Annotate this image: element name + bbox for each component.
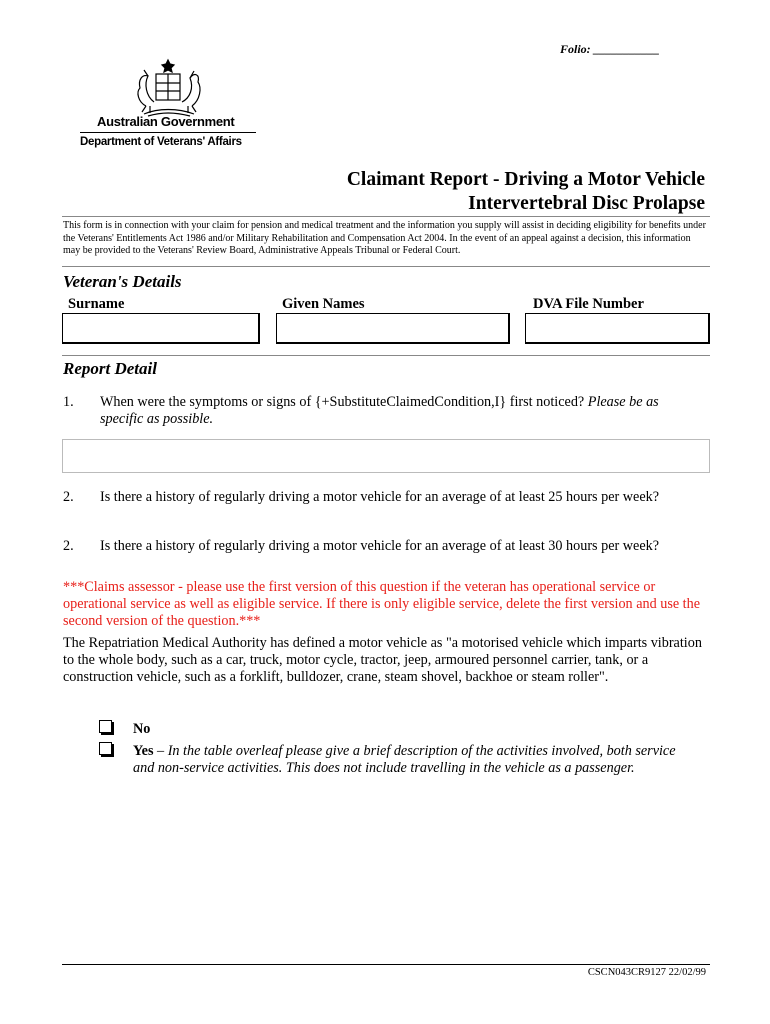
question-2a-number: 2. bbox=[63, 489, 74, 505]
report-detail-heading: Report Detail bbox=[63, 359, 157, 378]
question-1-number: 1. bbox=[63, 394, 74, 410]
title-line-2: Intervertebral Disc Prolapse bbox=[468, 193, 705, 214]
motor-vehicle-definition: The Repatriation Medical Authority has defined a motor vehicle as "a motorised vehicle which imparts vibration to the whole body, such as a car, truck, motor cycle, tractor, jeep, armoured personnel carrier, tank, or a construction vehicle, such as a forklift, bulldozer, crane, steam shovel, backhoe or steam roller". bbox=[63, 635, 702, 685]
question-1-answer-field[interactable] bbox=[62, 439, 710, 473]
surname-field[interactable] bbox=[62, 313, 260, 344]
footer-rule bbox=[62, 964, 710, 965]
government-name: Australian Government bbox=[97, 114, 235, 129]
option-yes-text bbox=[133, 743, 689, 777]
question-2b-text: Is there a history of regularly driving a motor vehicle for an average of at least 30 hours per week? bbox=[100, 538, 660, 554]
given-names-field[interactable] bbox=[276, 313, 510, 344]
question-2a-text: Is there a history of regularly driving a motor vehicle for an average of at least 25 hours per week? bbox=[100, 489, 660, 505]
dva-file-number-label: DVA File Number bbox=[533, 296, 644, 312]
folio-label: Folio: ___________ bbox=[560, 42, 660, 56]
question-1-body: When were the symptoms or signs of {+SubstituteClaimedCondition,I} first noticed? bbox=[100, 394, 585, 410]
dva-file-number-field[interactable] bbox=[525, 313, 710, 344]
divider bbox=[62, 266, 710, 267]
title-line-1: Claimant Report - Driving a Motor Vehicle bbox=[346, 169, 705, 190]
coat-of-arms-logo bbox=[128, 58, 208, 120]
surname-label: Surname bbox=[68, 296, 125, 312]
checkbox-no[interactable] bbox=[99, 720, 112, 733]
assessor-note: ***Claims assessor - please use the first version of this question if the veteran has operational service or operational service as well as eligible service. If there is only eligible service, delete the first version and use the second version of the question.*** bbox=[63, 579, 701, 629]
question-2b-number: 2. bbox=[63, 538, 74, 554]
divider bbox=[62, 216, 710, 217]
given-names-label: Given Names bbox=[282, 296, 365, 312]
form-code: CSCN043CR9127 22/02/99 bbox=[587, 967, 706, 978]
intro-text: This form is in connection with your claim for pension and medical treatment and the information you supply will assist in deciding eligibility for benefits under the Veterans' Entitlements Act 1986 and/or Military Rehabilitation and Compensation Act 2004. In the event of an appeal against a decision, this information may be provided to the Veterans' Review Board, Administrative Appeals Tribunal or Federal Court. bbox=[63, 220, 706, 256]
option-yes-detail: – In the table overleaf please give a brief description of the activities involved, both service and non-service activities. This does not include travelling in the vehicle as a passenger. bbox=[133, 743, 676, 776]
divider bbox=[62, 355, 710, 356]
logo-divider bbox=[80, 132, 256, 133]
department-name: Department of Veterans' Affairs bbox=[80, 136, 242, 148]
veteran-details-heading: Veteran's Details bbox=[63, 272, 182, 291]
question-1-text bbox=[100, 394, 700, 428]
checkbox-yes[interactable] bbox=[99, 742, 112, 755]
question-1-hint: Please be as specific as possible. bbox=[100, 394, 659, 427]
page-title bbox=[347, 168, 705, 216]
option-yes-label: Yes bbox=[133, 743, 154, 759]
option-no-label: No bbox=[133, 721, 151, 737]
